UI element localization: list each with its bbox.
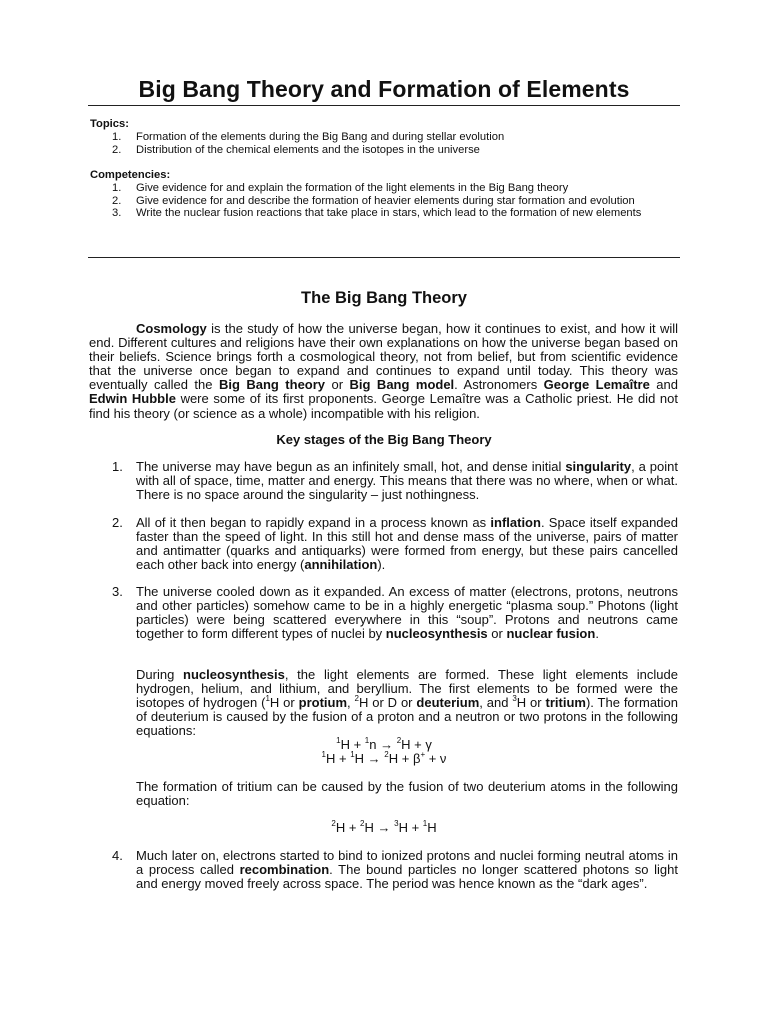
document-title: Big Bang Theory and Formation of Elements bbox=[138, 76, 630, 102]
list-number: 2. bbox=[112, 194, 122, 207]
equation-2: $^1$H + $^1$H → $^2$H + β+ + ν bbox=[321, 749, 447, 766]
intro-paragraph: Cosmology is the study of how the universe began, how it continues to exist, and how it will end. Different cultures and religions have their own explanations on how the universe began based on their beliefs. Science brings forth a cosmological theory, not from belief, but from scientific evidence that the universe once began to expand and continues to expand until today. This theory was eventually called the Big Bang theory or Big Bang model. Astronomers George Lemaître and Edwin Hubble were some of its first proponents. George Lemaître was a Catholic priest. He did not find his theory (or science as a whole) incompatible with his religion. bbox=[89, 321, 678, 421]
list-item bbox=[112, 195, 678, 208]
list-item bbox=[112, 182, 678, 195]
equation-3: $^2$H + $^2$H → $^3$H + $^1$H bbox=[331, 818, 437, 835]
list-number: 1. bbox=[112, 131, 122, 143]
topics-list bbox=[112, 131, 678, 156]
list-text: Formation of the elements during the Big Bang and during stellar evolution bbox=[136, 131, 505, 143]
list-text: Give evidence for and describe the formation of heavier elements during star formation and evolution bbox=[136, 194, 635, 207]
stage-text: The universe cooled down as it expanded. An excess of matter (electrons, protons, neutrons and other particles) somehow came to be in a highly energetic “plasma soup.” Photons (light particles) were being scattered everywhere in this “soup”. Protons and neutrons came together to form different types of nuclei by nucleosynthesis or nuclear fusion. bbox=[136, 584, 678, 642]
tritium-text: The formation of tritium can be caused by the fusion of two deuterium atoms in the following equation: bbox=[136, 779, 678, 809]
stage-number: 2. bbox=[112, 515, 123, 530]
list-number: 3. bbox=[112, 207, 122, 220]
list-text: Give evidence for and explain the formation of the light elements in the Big Bang theory bbox=[136, 182, 569, 194]
list-item bbox=[112, 144, 678, 157]
list-number: 2. bbox=[112, 143, 122, 156]
section-heading: The Big Bang Theory bbox=[301, 289, 467, 307]
stage-number: 1. bbox=[112, 459, 123, 474]
stage-text: The universe may have begun as an infinitely small, hot, and dense initial singularity, a point with all of space, time, matter and energy. This means that there was no where, when or what. There is no space around the singularity – just nothingness. bbox=[136, 459, 678, 503]
key-stages-heading: Key stages of the Big Bang Theory bbox=[276, 432, 492, 447]
stage-number: 4. bbox=[112, 848, 123, 863]
stage-text: Much later on, electrons started to bind to ionized protons and nuclei forming neutral atoms in a process called recombination. The bound particles no longer scattered photons so light and energy moved freely across space. The period was hence known as the “dark ages”. bbox=[136, 848, 678, 892]
equation-1: $^1$H + $^1$n → $^2$H + γ bbox=[336, 735, 432, 752]
topics-label: Topics: bbox=[90, 118, 129, 130]
list-text: Distribution of the chemical elements and the isotopes in the universe bbox=[136, 143, 480, 156]
list-item bbox=[112, 131, 678, 144]
nucleosynthesis-text: During nucleosynthesis, the light elements are formed. These light elements include hydrogen, helium, and lithium, and beryllium. The first elements to be formed were the isotopes of hydrogen ($^1$H or protium, $^2$H or D or deuterium, and $^3$H or tritium). The formation of deuterium is caused by the fusion of a proton and a neutron or two protons in the following equations: bbox=[136, 667, 679, 739]
stage-text: All of it then began to rapidly expand in a process known as inflation. Space itself expanded faster than the speed of light. In this still hot and dense mass of the universe, pairs of matter and antimatter (quarks and antiquarks) were formed from energy, but these pairs cancelled each other back into energy (annihilation). bbox=[136, 515, 678, 573]
section-rule bbox=[88, 257, 680, 258]
competencies-label: Competencies: bbox=[90, 169, 171, 181]
stage-number: 3. bbox=[112, 584, 123, 599]
list-item bbox=[112, 207, 678, 220]
title-rule bbox=[88, 105, 680, 106]
list-text: Write the nuclear fusion reactions that take place in stars, which lead to the formation of new elements bbox=[136, 207, 642, 220]
competencies-list bbox=[112, 182, 678, 220]
list-number: 1. bbox=[112, 182, 122, 194]
